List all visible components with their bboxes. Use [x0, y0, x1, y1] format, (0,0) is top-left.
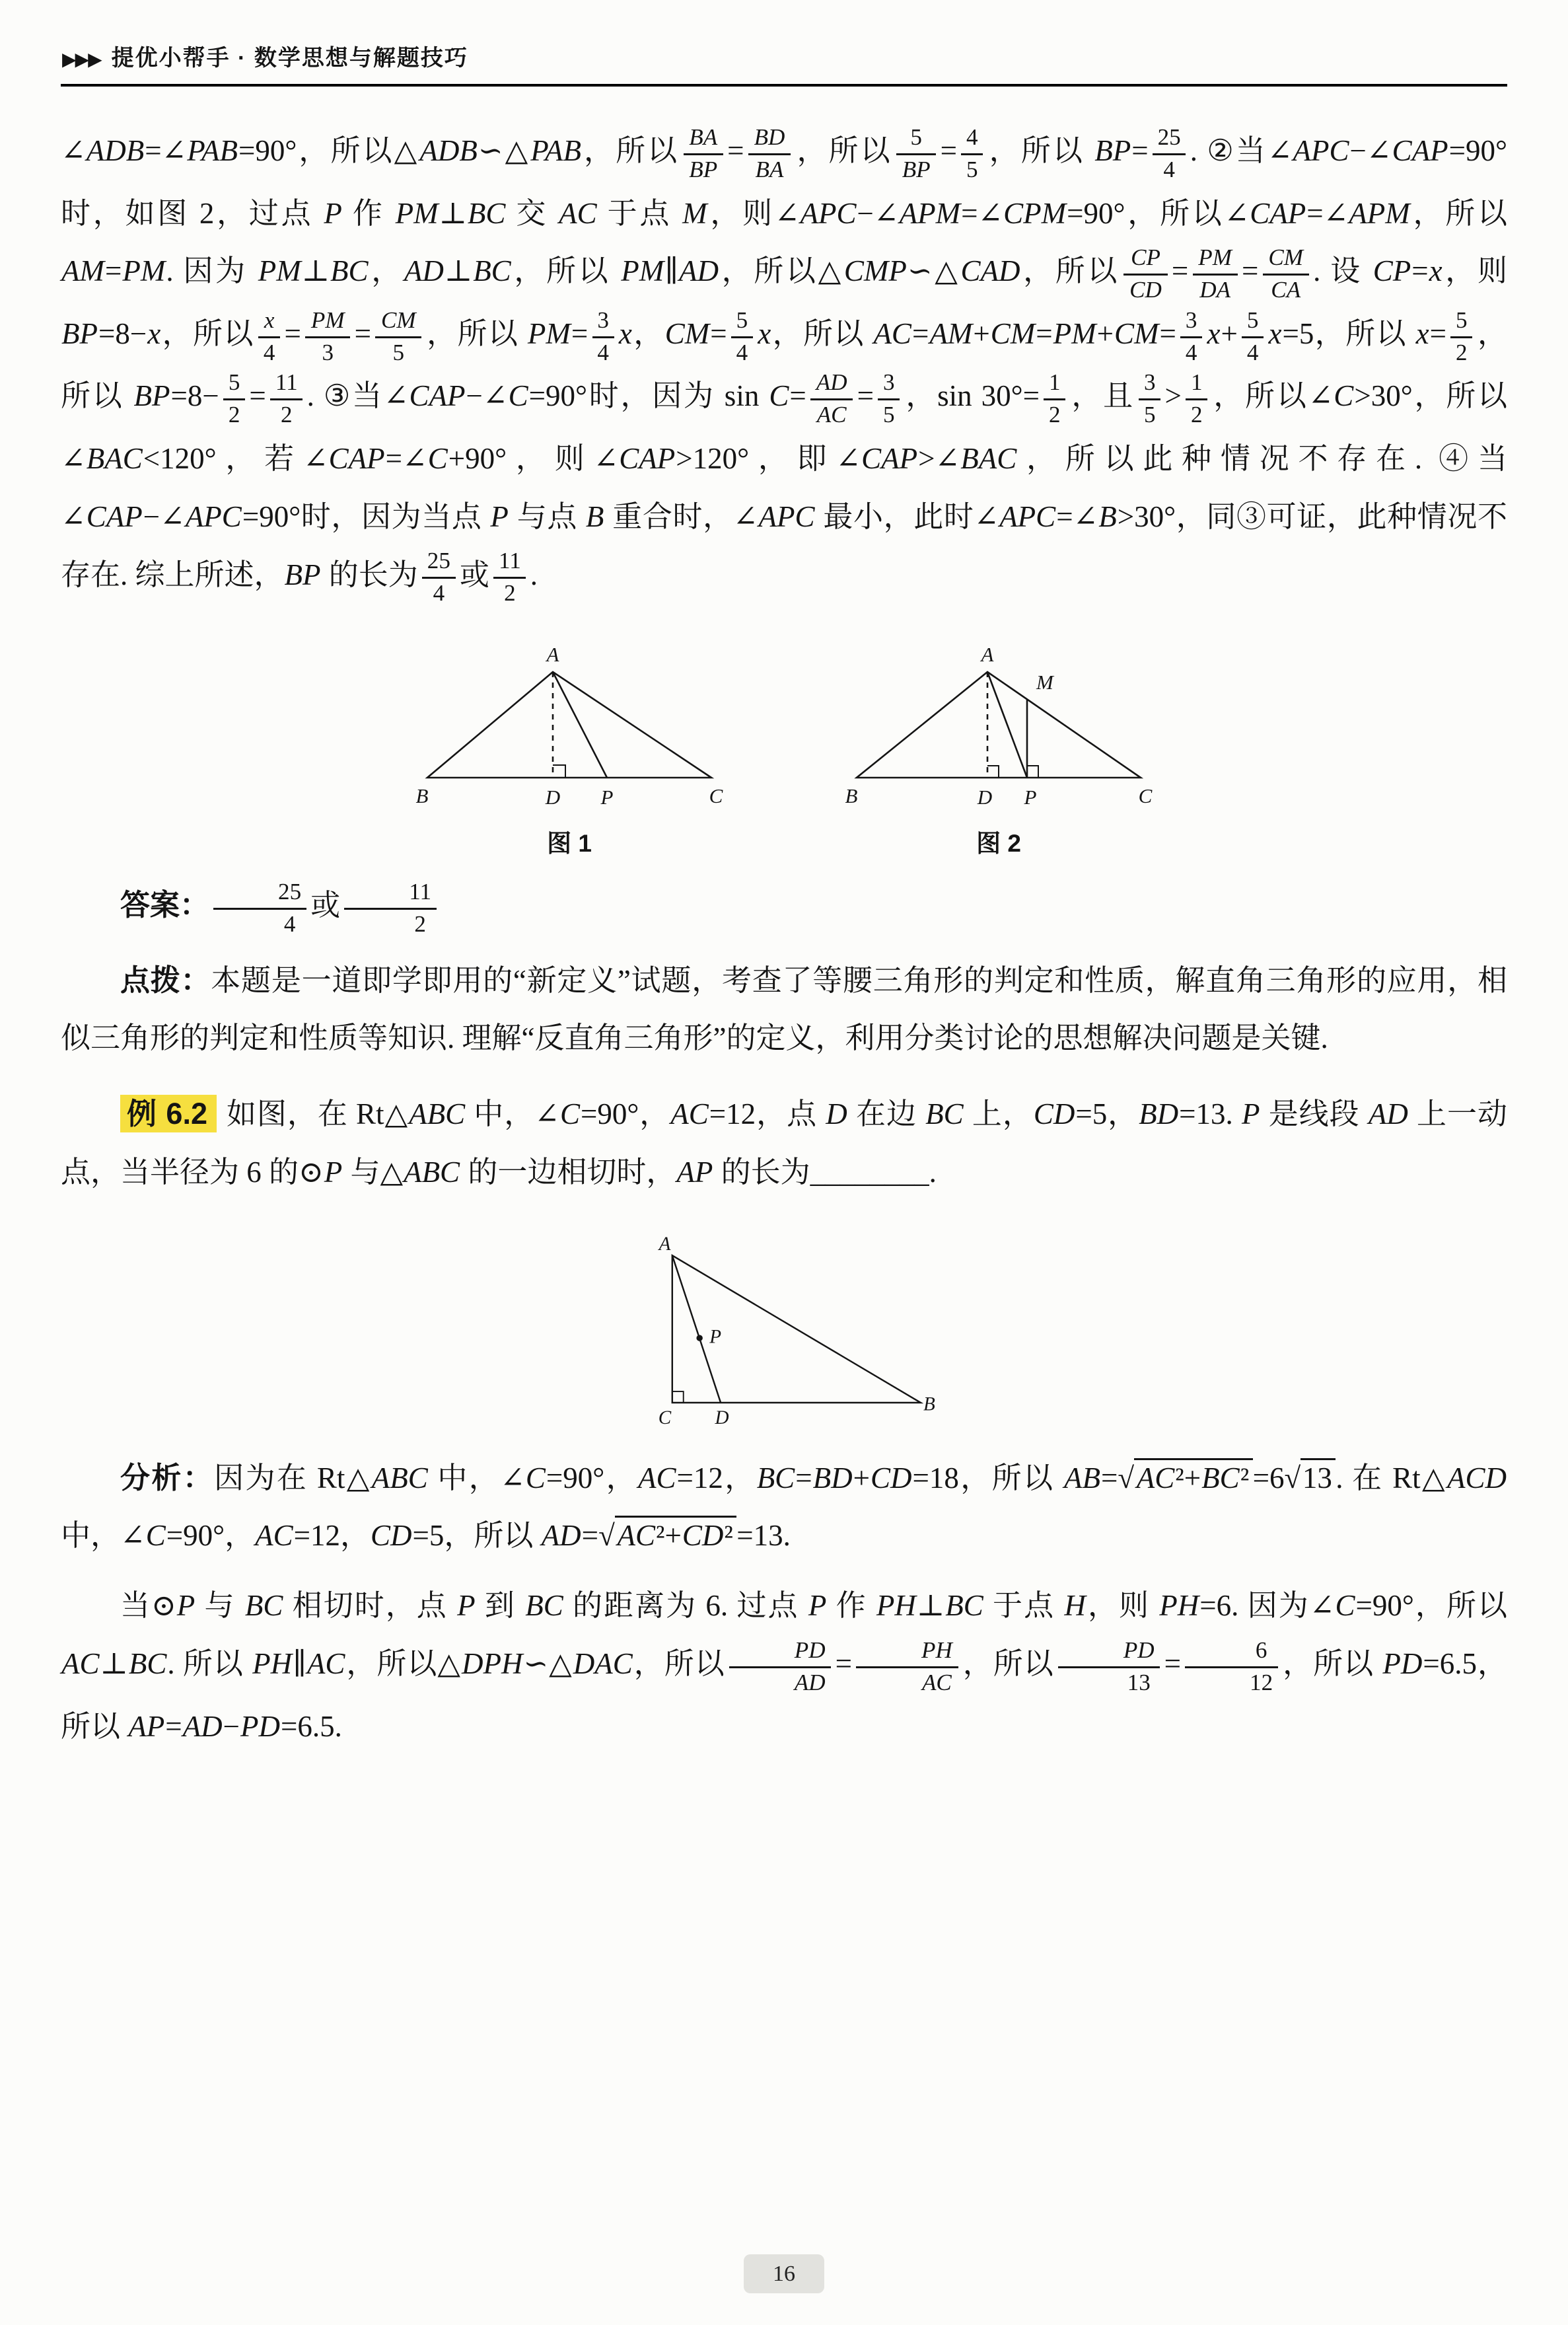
tip-text: 本题是一道即学即用的“新定义”试题，考查了等腰三角形的判定和性质，解直角三角形的应用，相似三角形的判定和性质等知识. 理解“反直角三角形”的定义，利用分类讨论的思想解决问题是关键.: [61, 963, 1507, 1055]
vertex-label-b: B: [845, 784, 858, 808]
point-label-d: D: [545, 786, 561, 809]
vertex-label-c: C: [1138, 784, 1153, 808]
segment-ap: [553, 672, 607, 778]
page-number: 16: [744, 2254, 824, 2293]
segment-ap: [987, 672, 1027, 778]
triangle-abc: [427, 672, 711, 778]
analysis-label: 分析：: [120, 1460, 215, 1495]
example-badge: 例 6.2: [120, 1095, 217, 1132]
vertex-label-c: C: [709, 784, 723, 808]
right-angle-mark-c: [672, 1391, 684, 1403]
page-footer: [61, 2231, 1507, 2293]
figure-3-diagram: [629, 1231, 939, 1429]
point-label-p: P: [709, 1326, 721, 1348]
vertex-label-a: A: [546, 643, 559, 667]
right-angle-mark-p: [1027, 766, 1038, 778]
figure-2-diagram: [843, 643, 1154, 811]
tip-label: 点拨：: [120, 963, 211, 997]
point-label-p: P: [600, 786, 614, 809]
answer-text: $\frac{25}{4}$ 或 $\frac{11}{2}$: [209, 889, 441, 922]
answer-label: 答案：: [120, 888, 210, 922]
figure-1: [414, 643, 725, 859]
tip-paragraph: [61, 951, 1507, 1068]
point-label-d: D: [977, 786, 993, 809]
page-header: [61, 34, 1507, 84]
triangle-abc: [857, 672, 1141, 778]
figure-2: [843, 643, 1154, 859]
vertex-label-b: B: [923, 1393, 935, 1415]
figures-row: [61, 643, 1507, 859]
right-angle-mark-d: [987, 766, 999, 778]
answer-line: [61, 876, 1507, 940]
vertex-label-a: A: [659, 1233, 671, 1255]
vertex-label-b: B: [415, 784, 429, 808]
point-label-d: D: [715, 1407, 729, 1428]
header-rule: [61, 84, 1507, 87]
header-title: 提优小帮手 · 数学思想与解题技巧: [111, 46, 468, 71]
analysis-paragraph-1: [61, 1449, 1507, 1566]
vertex-label-a: A: [981, 643, 994, 667]
analysis-paragraph-2: 当⊙P 与 BC 相切时，点 P 到 BC 的距离为 6. 过点 P 作 PH⊥BC 于点 H，则 PH=6. 因为∠C=90°，所以 AC⊥BC. 所以 PH∥AC，所以△DPH∽△DAC，所以 $\frac{PD}{AD}$ = $\frac{PH}{AC}$ ，所以 $\frac{PD}{13}$ = $\frac{6}{12}$ ，所以 PD=6.5，所以 AP=AD−PD=6.5.: [61, 1589, 1507, 1743]
right-angle-mark-d: [553, 765, 565, 778]
example-text: 如图，在 Rt△ABC 中，∠C=90°，AC=12，点 D 在边 BC 上，CD=5，BD=13. P 是线段 AD 上一动点，当半径为 6 的⊙P 与△ABC 的一边相切时，AP 的长为________.: [61, 1097, 1507, 1189]
example-paragraph: [61, 1085, 1507, 1202]
vertex-label-c: C: [658, 1407, 672, 1428]
point-label-m: M: [1036, 671, 1053, 694]
figure-3: [61, 1231, 1507, 1429]
analysis-text-1: 因为在 Rt△ABC 中，∠C=90°，AC=12，BC=BD+CD=18，所以 AB=√AC²+BC² =6√13 . 在 Rt△ACD 中，∠C=90°，AC=12，CD=5，所以 AD=√AC²+CD² =13.: [61, 1458, 1507, 1553]
figure-1-caption: 图 1: [547, 830, 592, 858]
point-p-dot: [696, 1335, 702, 1341]
point-label-p: P: [1024, 786, 1037, 809]
figure-1-diagram: [414, 643, 725, 811]
figure-2-caption: 图 2: [976, 830, 1021, 858]
header-arrows-icon: ▶▶▶: [62, 49, 101, 69]
page-body: [61, 122, 1507, 1767]
solution-paragraph: ∠ADB=∠PAB=90°，所以△ADB∽△PAB，所以 $\frac{BA}{BP}$ = $\frac{BD}{BA}$ ，所以 $\frac{5}{BP}$ = $\frac{4}{5}$ ，所以 BP= $\frac{25}{4}$ . ②当∠APC−∠CAP=90°时，如图 2，过点 P 作 PM⊥BC 交 AC 于点 M，则∠APC−∠APM=∠CPM=90°，所以∠CAP=∠APM，所以 AM=PM. 因为 PM⊥BC，AD⊥BC，所以 PM∥AD，所以△CMP∽△CAD，所以 $\frac{CP}{CD}$ = $\frac{PM}{DA}$ = $\frac{CM}{CA}$ . 设 CP=x，则 BP=8−x，所以 $\frac{x}{4}$ = $\frac{PM}{3}$ = $\frac{CM}{5}$ ，所以 PM= $\frac{3}{4}$ x，CM= $\frac{5}{4}$ x，所以 AC=AM+CM=PM+CM= $\frac{3}{4}$ x+ $\frac{5}{4}$ x=5，所以 x= $\frac{5}{2}$ ，所以 BP=8− $\frac{5}{2}$ = $\frac{11}{2}$ . ③当∠CAP−∠C=90°时，因为 sin C= $\frac{AD}{AC}$ = $\frac{3}{5}$ ，sin 30°= $\frac{1}{2}$ ，且 $\frac{3}{5}$ > $\frac{1}{2}$ ，所以∠C>30°，所以∠BAC<120°，若∠CAP=∠C+90°，则∠CAP>120°，即∠CAP>∠BAC，所以此种情况不存在. ④当∠CAP−∠APC=90°时，因为当点 P 与点 B 重合时，∠APC 最小，此时∠APC=∠B>30°，同③可证，此种情况不存在. 综上所述，BP 的长为 $\frac{25}{4}$ 或 $\frac{11}{2}$ .: [61, 124, 1507, 607]
